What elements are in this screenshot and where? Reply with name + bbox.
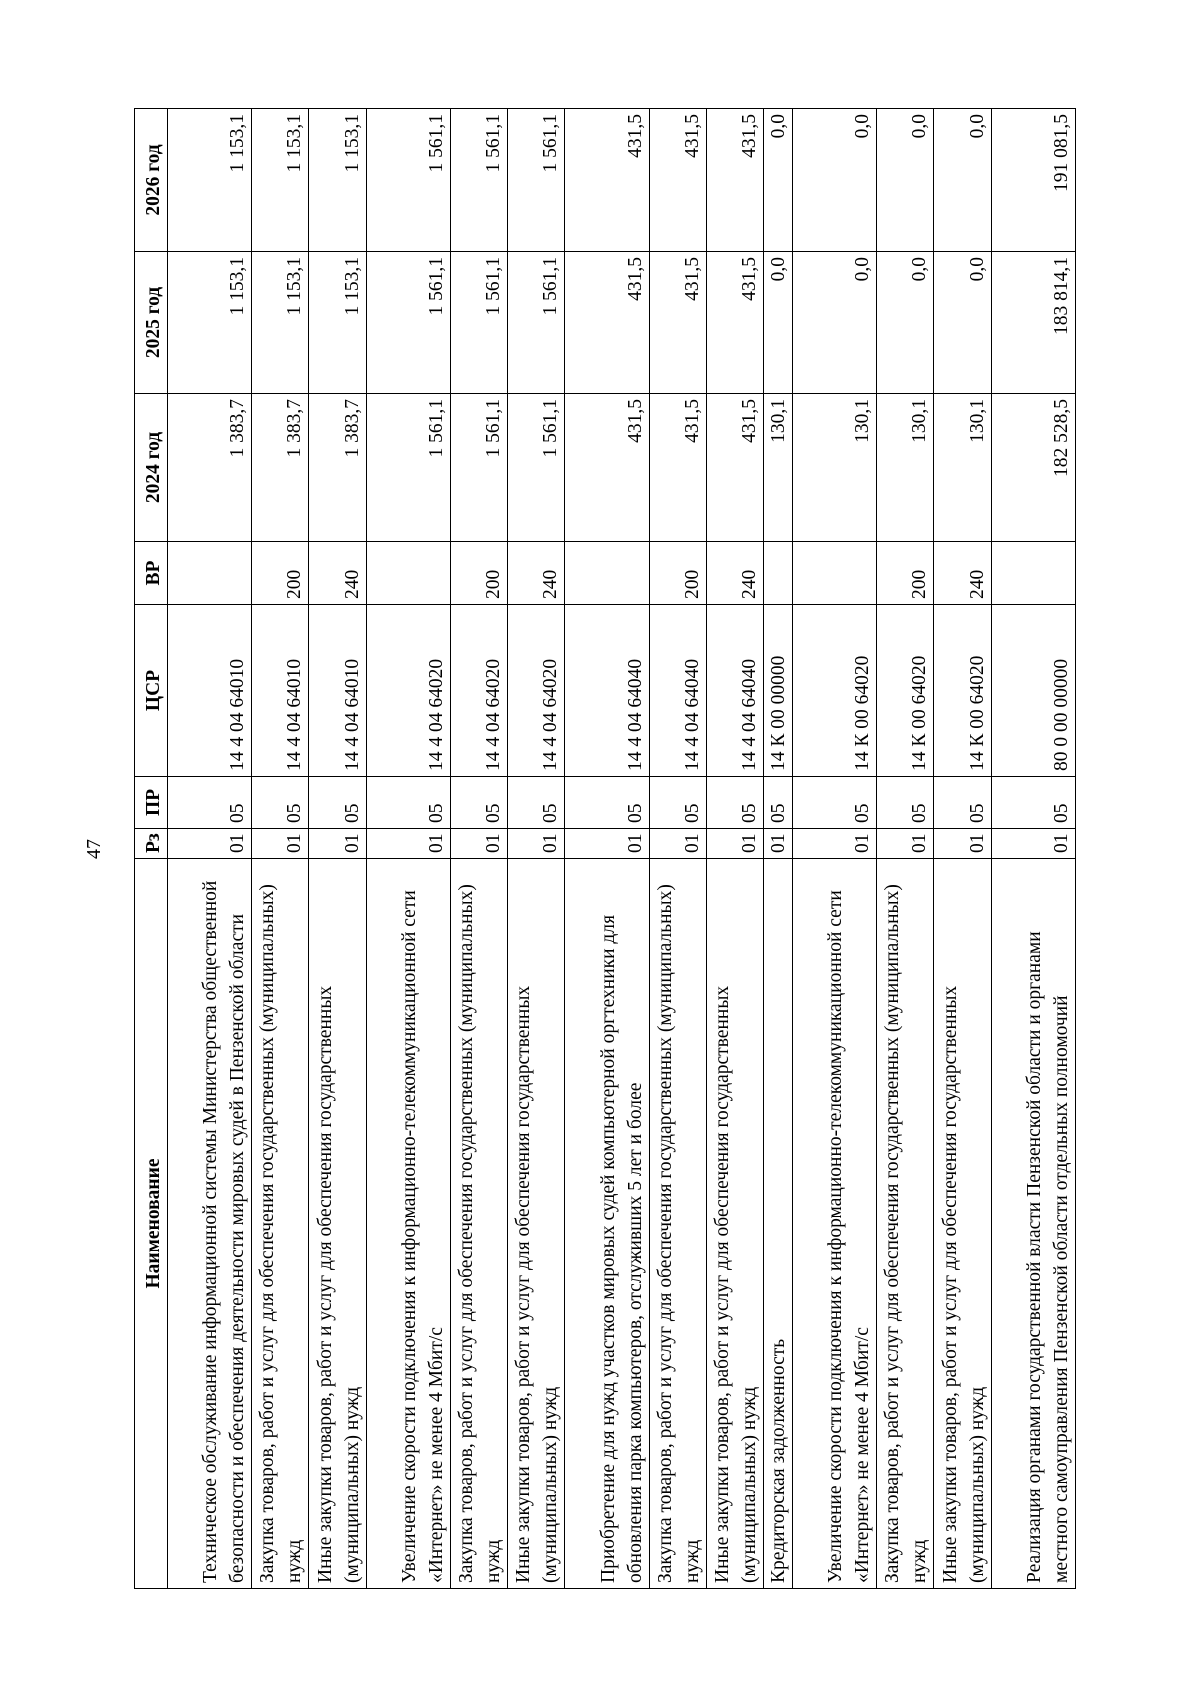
row-2025: 1 561,1 <box>366 252 450 394</box>
row-pr: 05 <box>793 777 877 829</box>
row-rz: 01 <box>934 829 991 859</box>
header-rz: Рз <box>135 829 168 859</box>
row-2026: 0,0 <box>934 109 991 252</box>
row-rz: 01 <box>877 829 934 859</box>
header-vr: ВР <box>135 542 168 605</box>
row-2025: 0,0 <box>877 252 934 394</box>
row-2026: 0,0 <box>793 109 877 252</box>
table-header-row <box>135 109 168 1589</box>
table-row <box>991 109 1075 1589</box>
row-csr: 80 0 00 00000 <box>991 605 1075 777</box>
row-pr: 05 <box>649 777 706 829</box>
row-pr: 05 <box>508 777 565 829</box>
row-pr: 05 <box>252 777 309 829</box>
row-name: Реализация органами государственной власти Пензенской области и органами местного самоуправления Пензенской области отдельных полномочий <box>991 859 1075 1589</box>
row-csr: 14 4 04 64010 <box>168 605 252 777</box>
row-rz: 01 <box>763 829 792 859</box>
row-pr: 05 <box>168 777 252 829</box>
row-rz: 01 <box>649 829 706 859</box>
row-rz: 01 <box>565 829 649 859</box>
row-name: Иные закупки товаров, работ и услуг для обеспечения государственных (муниципальных) нужд <box>934 859 991 1589</box>
row-vr <box>366 542 450 605</box>
row-name: Иные закупки товаров, работ и услуг для обеспечения государственных (муниципальных) нужд <box>508 859 565 1589</box>
row-2024: 1 561,1 <box>450 394 507 542</box>
row-csr: 14 4 04 64020 <box>508 605 565 777</box>
row-name: Закупка товаров, работ и услуг для обеспечения государственных (муниципальных) нужд <box>252 859 309 1589</box>
row-2024: 130,1 <box>934 394 991 542</box>
header-2025: 2025 год <box>135 252 168 394</box>
row-name: Кредиторская задолженность <box>763 859 792 1589</box>
row-2024: 1 561,1 <box>508 394 565 542</box>
row-csr: 14 4 04 64010 <box>252 605 309 777</box>
row-2024: 1 383,7 <box>309 394 366 542</box>
row-rz: 01 <box>168 829 252 859</box>
row-vr: 200 <box>252 542 309 605</box>
row-rz: 01 <box>309 829 366 859</box>
row-name: Иные закупки товаров, работ и услуг для обеспечения государственных (муниципальных) нужд <box>706 859 763 1589</box>
row-2025: 1 153,1 <box>168 252 252 394</box>
table-row <box>793 109 877 1589</box>
row-2026: 191 081,5 <box>991 109 1075 252</box>
row-csr: 14 4 04 64020 <box>366 605 450 777</box>
row-2026: 0,0 <box>763 109 792 252</box>
row-2025: 0,0 <box>793 252 877 394</box>
row-2025: 431,5 <box>565 252 649 394</box>
row-name: Увеличение скорости подключения к информационно-телекоммуникационной сети «Интернет» не менее 4 Мбит/с <box>793 859 877 1589</box>
row-pr: 05 <box>706 777 763 829</box>
row-2026: 431,5 <box>565 109 649 252</box>
table-row <box>877 109 934 1589</box>
row-rz: 01 <box>793 829 877 859</box>
row-vr: 240 <box>309 542 366 605</box>
row-pr: 05 <box>991 777 1075 829</box>
table-row <box>168 109 252 1589</box>
page-number: 47 <box>83 839 105 859</box>
row-name: Техническое обслуживание информационной системы Министерства общественной безопасности и обеспечения деятельности мировых судей в Пензенской области <box>168 859 252 1589</box>
row-2025: 431,5 <box>649 252 706 394</box>
row-2026: 1 561,1 <box>450 109 507 252</box>
row-name: Закупка товаров, работ и услуг для обеспечения государственных (муниципальных) нужд <box>649 859 706 1589</box>
table-row <box>252 109 309 1589</box>
row-2024: 1 383,7 <box>168 394 252 542</box>
row-name: Иные закупки товаров, работ и услуг для обеспечения государственных (муниципальных) нужд <box>309 859 366 1589</box>
row-csr: 14 4 04 64020 <box>450 605 507 777</box>
row-csr: 14 4 04 64040 <box>706 605 763 777</box>
row-vr <box>991 542 1075 605</box>
table-row <box>763 109 792 1589</box>
row-vr: 200 <box>450 542 507 605</box>
row-2026: 431,5 <box>649 109 706 252</box>
row-csr: 14 К 00 64020 <box>793 605 877 777</box>
row-2024: 182 528,5 <box>991 394 1075 542</box>
row-vr: 240 <box>934 542 991 605</box>
row-csr: 14 К 00 64020 <box>934 605 991 777</box>
row-name: Приобретение для нужд участков мировых судей компьютерной оргтехники для обновления парка компьютеров, отслуживших 5 лет и более <box>565 859 649 1589</box>
row-pr: 05 <box>877 777 934 829</box>
row-2026: 0,0 <box>877 109 934 252</box>
row-vr: 200 <box>649 542 706 605</box>
row-vr <box>793 542 877 605</box>
row-rz: 01 <box>508 829 565 859</box>
row-2024: 431,5 <box>706 394 763 542</box>
row-2026: 1 153,1 <box>168 109 252 252</box>
row-2024: 1 561,1 <box>366 394 450 542</box>
row-2026: 431,5 <box>706 109 763 252</box>
row-pr: 05 <box>309 777 366 829</box>
table-row <box>706 109 763 1589</box>
row-name: Закупка товаров, работ и услуг для обеспечения государственных (муниципальных) нужд <box>877 859 934 1589</box>
row-vr: 240 <box>706 542 763 605</box>
row-rz: 01 <box>450 829 507 859</box>
row-2024: 431,5 <box>649 394 706 542</box>
table-row <box>649 109 706 1589</box>
table-row <box>508 109 565 1589</box>
table-row <box>450 109 507 1589</box>
header-2024: 2024 год <box>135 394 168 542</box>
row-2025: 0,0 <box>763 252 792 394</box>
row-2025: 0,0 <box>934 252 991 394</box>
header-name: Наименование <box>135 859 168 1589</box>
row-2025: 1 561,1 <box>450 252 507 394</box>
row-rz: 01 <box>706 829 763 859</box>
row-2024: 130,1 <box>877 394 934 542</box>
row-rz: 01 <box>252 829 309 859</box>
header-csr: ЦСР <box>135 605 168 777</box>
row-csr: 14 4 04 64040 <box>565 605 649 777</box>
row-rz: 01 <box>991 829 1075 859</box>
row-2025: 1 153,1 <box>309 252 366 394</box>
row-csr: 14 К 00 64020 <box>877 605 934 777</box>
row-name: Увеличение скорости подключения к информационно-телекоммуникационной сети «Интернет» не менее 4 Мбит/с <box>366 859 450 1589</box>
row-vr <box>168 542 252 605</box>
row-vr <box>763 542 792 605</box>
table-row <box>934 109 991 1589</box>
row-vr <box>565 542 649 605</box>
row-2025: 1 153,1 <box>252 252 309 394</box>
row-2026: 1 561,1 <box>508 109 565 252</box>
row-pr: 05 <box>934 777 991 829</box>
row-2025: 431,5 <box>706 252 763 394</box>
header-pr: ПР <box>135 777 168 829</box>
row-2026: 1 153,1 <box>309 109 366 252</box>
row-csr: 14 К 00 00000 <box>763 605 792 777</box>
row-2025: 1 561,1 <box>508 252 565 394</box>
row-2026: 1 561,1 <box>366 109 450 252</box>
row-2024: 431,5 <box>565 394 649 542</box>
table-row <box>366 109 450 1589</box>
row-pr: 05 <box>450 777 507 829</box>
row-csr: 14 4 04 64010 <box>309 605 366 777</box>
row-pr: 05 <box>565 777 649 829</box>
row-2024: 130,1 <box>793 394 877 542</box>
row-csr: 14 4 04 64040 <box>649 605 706 777</box>
table-row <box>309 109 366 1589</box>
row-vr: 200 <box>877 542 934 605</box>
row-2026: 1 153,1 <box>252 109 309 252</box>
budget-table <box>134 108 1076 1589</box>
row-pr: 05 <box>763 777 792 829</box>
row-2024: 130,1 <box>763 394 792 542</box>
row-pr: 05 <box>366 777 450 829</box>
header-2026: 2026 год <box>135 109 168 252</box>
table-row <box>565 109 649 1589</box>
row-name: Закупка товаров, работ и услуг для обеспечения государственных (муниципальных) нужд <box>450 859 507 1589</box>
row-2025: 183 814,1 <box>991 252 1075 394</box>
row-rz: 01 <box>366 829 450 859</box>
row-vr: 240 <box>508 542 565 605</box>
table-container <box>134 109 1076 1589</box>
row-2024: 1 383,7 <box>252 394 309 542</box>
